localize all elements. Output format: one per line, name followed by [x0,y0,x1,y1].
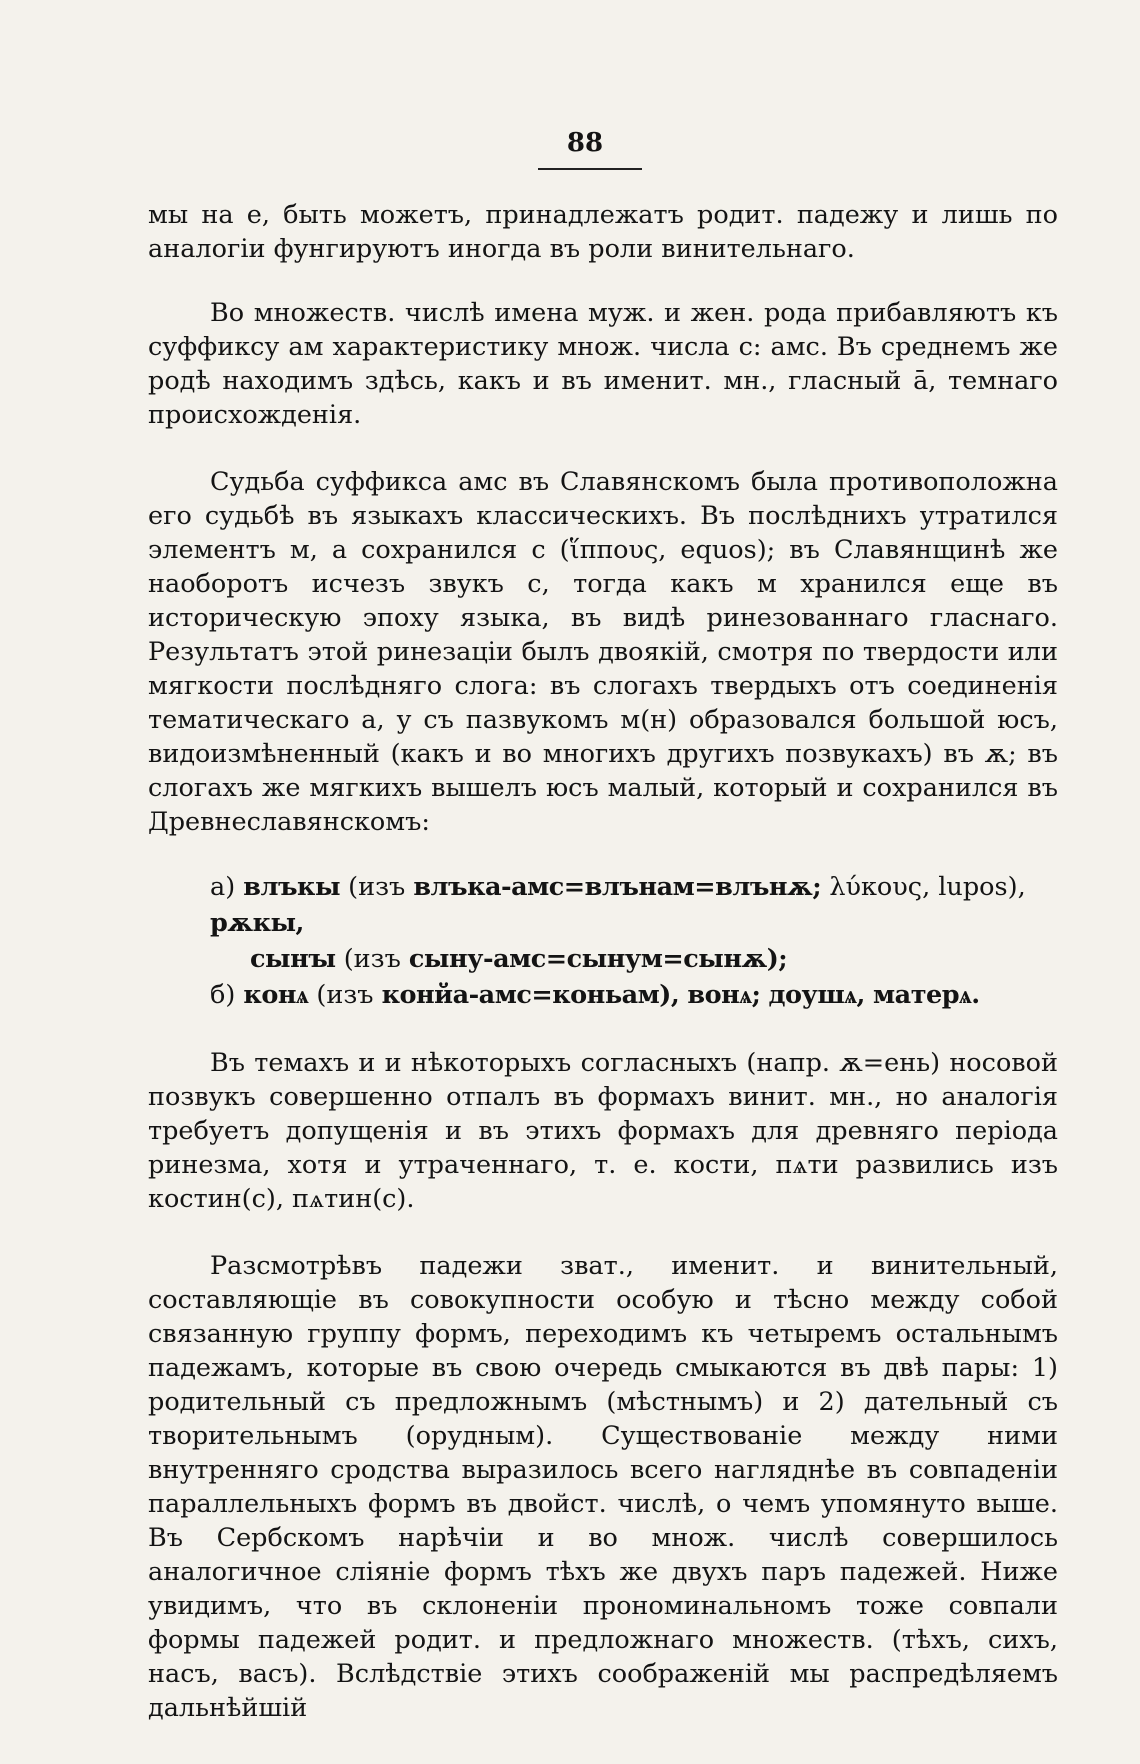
example-a-marker: а) [210,872,236,902]
example-word: (изъ [316,980,374,1010]
example-word: λύκους, [829,872,931,902]
example-word: доушѧ, [768,980,865,1010]
example-word: влъка-амс=влънам=влънѫ; [413,872,822,902]
example-a-line-2 [210,941,1058,977]
example-word: конѧ [243,980,309,1010]
example-word: сыну-амс=сынум=сынѫ); [408,944,788,974]
example-word: конйа-амс=коньам), [381,980,680,1010]
example-word: (изъ [348,872,406,902]
body-text [148,198,1058,1725]
paragraph-2: Во множеств. числѣ имена муж. и жен. рода прибавляютъ къ суффиксу ам характеристику множ. числа с: амс. Въ среднемъ же родѣ находимъ здѣсь, какъ и въ именит. мн., гласный ā, темнаго происхожденія. [148,298,1058,430]
example-word: сынꙑ [250,944,336,974]
example-word: (изъ [343,944,401,974]
paragraph-3: Судьба суффикса амс въ Славянскомъ была противоположна его судьбѣ въ языкахъ классическихъ. Въ послѣднихъ утратился элементъ м, а сохранился с (ἵππους, equos); въ Славянщинѣ же наоборотъ исчезъ звукъ с, тогда какъ м хранился еще въ историческую эпоху языка, въ видѣ ринезованнаго гласнаго. Результатъ этой ринезаціи былъ двоякій, смотря по твердости или мягкости послѣдняго слога: въ слогахъ твердыхъ отъ соединенія тематическаго а, у съ пазвукомъ м(н) образовался большой юсъ, видоизмѣненный (какъ и во многихъ другихъ позвукахъ) въ ѫ; въ слогахъ же мягкихъ вышелъ юсъ малый, который и сохранился въ Древнеславянскомъ: [148,467,1058,837]
example-word: вонѧ; [687,980,761,1010]
example-word: матерѧ. [873,980,980,1010]
example-b-marker: б) [210,980,236,1010]
example-word: влъкы [243,872,341,902]
page-number-rule [538,168,642,170]
page-number: 88 [566,128,604,158]
paragraph-5: Разсмотрѣвъ падежи зват., именит. и винительный, составляющіе въ совокупности особую и тѣсно между собой связанную группу формъ, переходимъ къ четыремъ остальнымъ падежамъ, которые въ свою очередь смыкаются въ двѣ пары: 1) родительный съ предложнымъ (мѣстнымъ) и 2) дательный съ творительнымъ (орудным). Существованіе между ними внутренняго сродства выразилось всего нагляднѣе въ совпаденіи параллельныхъ формъ въ двойст. числѣ, о чемъ упомянуто выше. Въ Сербскомъ нарѣчіи и во множ. числѣ совершилось аналогичное сліяніе формъ тѣхъ же двухъ паръ падежей. Ниже увидимъ, что въ склоненіи прономинальномъ тоже совпали формы падежей родит. и предложнаго множеств. (тѣхъ, сихъ, насъ, васъ). Вслѣдствіе этихъ соображеній мы распредѣляемъ дальнѣйшій [148,1251,1058,1723]
example-word: lupos), [938,872,1026,902]
paragraph-1: мы на е, быть можетъ, принадлежатъ родит. падежу и лишь по аналогіи фунгируютъ иногда въ роли винительнаго. [148,200,1058,264]
paragraph-4: Въ темахъ и и нѣкоторыхъ согласныхъ (напр. ѫ=ень) носовой позвукъ совершенно отпалъ въ формахъ винит. мн., но аналогія требуетъ допущенія и въ этихъ формахъ для древняго періода ринезма, хотя и утраченнаго, т. е. кости, пѧти развились изъ костин(с), пѧтин(с). [148,1048,1058,1214]
example-a-line-1 [210,869,1058,941]
example-b-line [210,977,1058,1013]
examples-list [148,869,1058,1013]
example-word: рѫкы, [210,908,304,938]
